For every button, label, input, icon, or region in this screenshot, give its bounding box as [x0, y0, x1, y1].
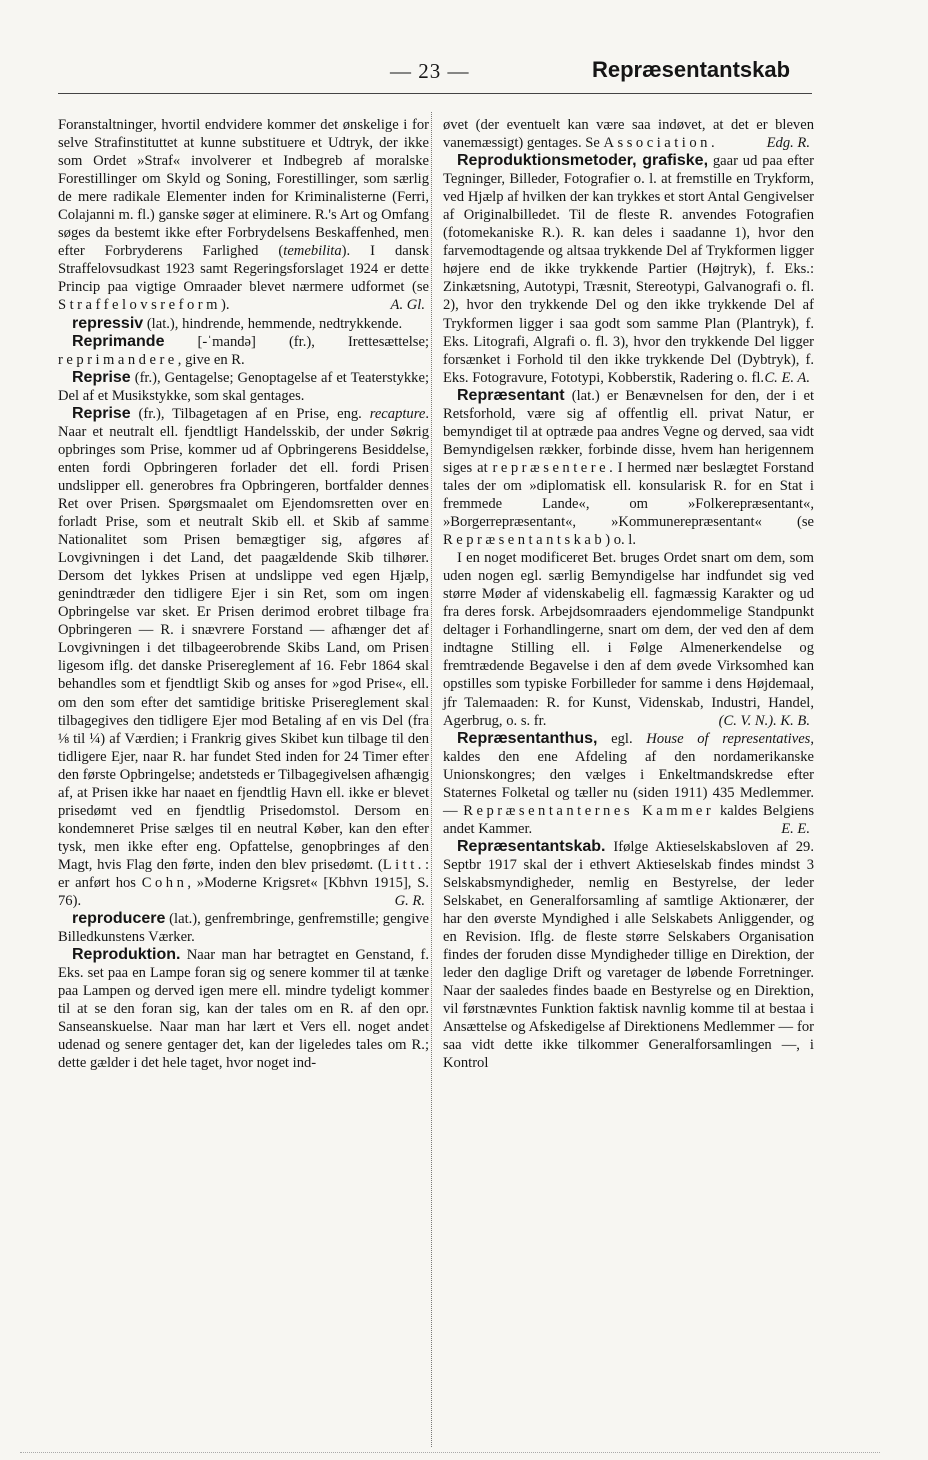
signature: E. E. — [781, 820, 810, 837]
page-number: — 23 — — [390, 59, 470, 83]
entry-repressiv: repressiv (lat.), hindrende, hemmende, nedtrykkende. — [72, 314, 403, 332]
signature: G. R. — [394, 893, 425, 910]
left-column — [58, 116, 429, 1072]
headword: reproducere — [72, 910, 166, 928]
entry-reproduktion: Reproduktion. Naar man har betragtet en Genstand, f. Eks. set paa en Lampe foran sig og senere kommer til at tænke paa Lampen og derved igen mere ell. mindre tydeligt kommer til at se den foran sig, kan der tales om en R. af den opr. Sanseanskuelse. Naar man har lært et Vers ell. noget andet udenad og senere gentager det, kan der ligeledes tales om R.; dette gælder i det hele taget, hvor noget ind- — [58, 946, 429, 1072]
entry-reproducere: reproducere (lat.), genfrembringe, genfremstille; gengive Billedkunstens Værker. — [58, 910, 429, 946]
right-column — [443, 116, 814, 1072]
signature: A. Gl. — [390, 297, 425, 314]
page-bottom-edge — [20, 1452, 880, 1453]
signature: Edg. R. — [766, 135, 810, 152]
headword: Repræsentant — [457, 386, 565, 404]
page-header — [0, 55, 928, 95]
entry-reprimande: Reprimande [-ˈmandə] (fr.), Irettesættelse; reprimandere, give en R. — [58, 332, 429, 368]
continued-paragraph: Foranstaltninger, hvortil endvidere kommer det ønskelige i for selve Strafinstituttet at kunne substituere et Udtryk, der ikke som Ordet »Straf« involverer et Indbegreb af moralske Forestillinger om Skyld og Soning, Forestillinger, som særlig de mere radikale Elementer inden for Kriminalisterne (Ferri, Colajanni m. fl.) ganske søger at eliminere. R.'s Art og Omfang søges da bestemt ikke efter Forbrydelsens Beskaffenhed, men efter Forbryderens Farlighed (temebilita). I dansk Straffelovsudkast 1923 samt Regeringsforslaget 1924 er dette Princip paa vigtige Omraader blevet nærmere udformet (se Straffelovsreform). A. Gl. — [58, 117, 430, 314]
headword: Reproduktionsmetoder, grafiske, — [457, 152, 709, 170]
entry-repraesentantskab: Repræsentantskab. Ifølge Aktieselskabsloven af 29. Septbr 1917 skal der i ethvert Aktieselskab findes mindst 3 Selskabsmyndigheder, nemlig en Bestyrelse, der leder Selskabet, en Generalforsamling af samtlige Aktionærer, der har den øverste Myndighed i alle Selskabets Anliggender, og en Revision. Iflg. de fleste større Selskabers Organisation findes der foruden disse Myndigheder tillige en Direktion, der leder den daglige Drift og varetager de løbende Forretninger. Naar der saaledes findes baade en Bestyrelse og en Direktion, vil førstnævntes Funktion faktisk navnlig komme til at bestaa i Ansættelse og Afskedigelse af Direktionens Medlemmer — for saa vidt dette ikke tilkommer Generalforsamlingen —, i Kontrol — [443, 837, 814, 1072]
headword: Reprimande — [72, 332, 165, 350]
continued-paragraph: øvet (der eventuelt kan være saa indøvet, at det er bleven vanemæssigt) gentages. Se Association. Edg. R. — [443, 117, 814, 152]
entry-reproduktionsmetoder: Reproduktionsmetoder, grafiske, gaar ud paa efter Tegninger, Billeder, Fotografier o. l. at fremstille en Trykform, ved Hjælp af hvilken der kan trykkes et stort Antal Gengivelser af Originalbilledet. Til de fleste R. anvendes Fotografien (fotomekaniske R.). R. kan deles i saadanne 1), hvor den farvemodtagende og altsaa trykkende Del af Trykformen ligger højere end de ikke trykkende Partier (Højtryk), f. Eks.: Zinkætsning, Autotypi, Træsnit, Stereotypi, Galvanografi o. fl. 2), hvor den trykkende Del og den ikke trykkende Del af Trykformen ligger i saa godt som samme Plan (Plantryk), f. Eks. Litografi, Algrafi o. fl. 3), hvor den trykkende Del ligger forsænket i Forhold til den ikke trykkende Del (Dybtryk), f. Eks. Fotogravure, Fototypi, Kobberstik, Radering o. fl. C. E. A. — [443, 152, 814, 386]
entry-repraesentanthus: Repræsentanthus, egl. House of representatives, kaldes den ene Afdeling af den nordamerikanske Unionskongres; den vælges i Enkeltmandskredse efter Staternes Folketal og tæller nu (siden 1911) 435 Medlemmer. — Repræsentanternes Kammer kaldes Belgiens andet Kammer. E. E. — [443, 729, 815, 837]
entry-reprise-2: Reprise (fr.), Tilbagetagen af en Prise, eng. recapture. Naar et neutralt ell. fjendtligt Handelsskib, der under Søkrig opbringes som Prise, kommer ud af Opbringerens Besiddelse, enten fordi Opbringeren forlader det ell. fordi Prisen undslipper ell. generobres fra Opbringeren, bortfalder dennes Ret over Prisen. Spørgsmaalet om Ejendomsretten over en forladt Prise, som et neutralt Skib ell. et Skib af samme Nationalitet som Prisen bemægtiger sig, afgøres af Lovgivningen i det Land, det paagældende Skib tilhører. Dersom det lykkes Prisen at undslippe ved egen Hjælp, genindtræder den tidligere Ejer i sin Ret, som om ingen Opbringelse var sket. Er Prisen derimod erobret tilbage fra Opbringeren — R. i snævrere Forstand — afhænger det af Lovgivningen i det tilbageerobrende Skibs Land, om Prisen ligesom iflg. det danske Prisereglement af 16. Febr 1864 skal behandles som et fjendtligt Skib og anses for »god Prise«, ell. om den som efter det samtidige britiske Prisereglement skal tilbagegives den tidligere Ejer mod Betaling af en vis Del (fra ⅛ til ¼) af Værdien; i Frankrig gives Skibet kun tilbage til den tidligere Ejer, naar R. har fundet Sted inden for 24 Timer efter den første Opbringelse; andetsteds er Tilbagegivelsen afhængig af, at Prisen ikke har naaet en fjendtlig Havn ell. ikke er blevet prisedømt ved en fjendtlig Prisedomstol. Dersom en kondemneret Prise sælges til en neutral Køber, kan den efter tysk, men ikke efter eng. Opfattelse, genopbringes af den Magt, hvis Flag den førte, inden den blev prisedømt. (Litt.: er anført hos Cohn, »Moderne Krigsret« [Kbhvn 1915], S. 76). G. R. — [58, 404, 429, 910]
running-title: Repræsentantskab — [592, 57, 791, 82]
signature: C. E. A. — [764, 369, 810, 386]
column-divider — [431, 112, 432, 1447]
headword: Reprise — [72, 368, 131, 386]
entry-repraesentant: Repræsentant (lat.) er Benævnelsen for den, der i et Retsforhold, være sig af offentlig ell. privat Natur, er bemyndiget til at optræde paa andres Vegne og derved, saa vidt Bemyndigelsen rækker, forbinde disse, hvem han herigennem siges at repræsentere. I hermed nær beslægtet Forstand tales der om »diplomatisk ell. konsularisk R. for en Stat i fremmede Lande«, om »Folkerepræsentant«, »Borgerrepræsentant«, »Kommunerepræsentant« (se Repræsentantskab) o. l. — [443, 386, 814, 549]
headword: Reprise — [72, 404, 131, 422]
paragraph: I en noget modificeret Bet. bruges Ordet snart om dem, som uden nogen egl. særlig Bemyndigelse har indfundet sig ved større Møder af videnskabelig ell. fagmæssig Karakter og ud fra deres forsk. Arbejdsomraaders ejendommelige Standpunkt deltager i Forhandlingerne, snart om dem, der ved den af dem indtagne Stilling ell. i Følge Almenerkendelse og fremtrædende Begavelse i den af dem øvede Virksomhed kan opstilles som typiske Forbilleder for samme i dens Højdemaal, jfr Talemaaden: R. for Kunst, Videnskab, Industri, Handel, Agerbrug, o. s. fr. (C. V. N.). K. B. — [443, 550, 814, 729]
headword: repressiv — [72, 314, 144, 332]
headword: Repræsentantskab. — [457, 837, 606, 855]
headword: Reproduktion. — [72, 946, 181, 964]
header-rule — [58, 93, 812, 94]
entry-reprise-1: Reprise (fr.), Gentagelse; Genoptagelse af et Teaterstykke; Del af et Musikstykke, som skal gentages. — [58, 368, 429, 404]
headword: Repræsentanthus, — [457, 729, 598, 747]
signature: (C. V. N.). K. B. — [718, 712, 810, 729]
